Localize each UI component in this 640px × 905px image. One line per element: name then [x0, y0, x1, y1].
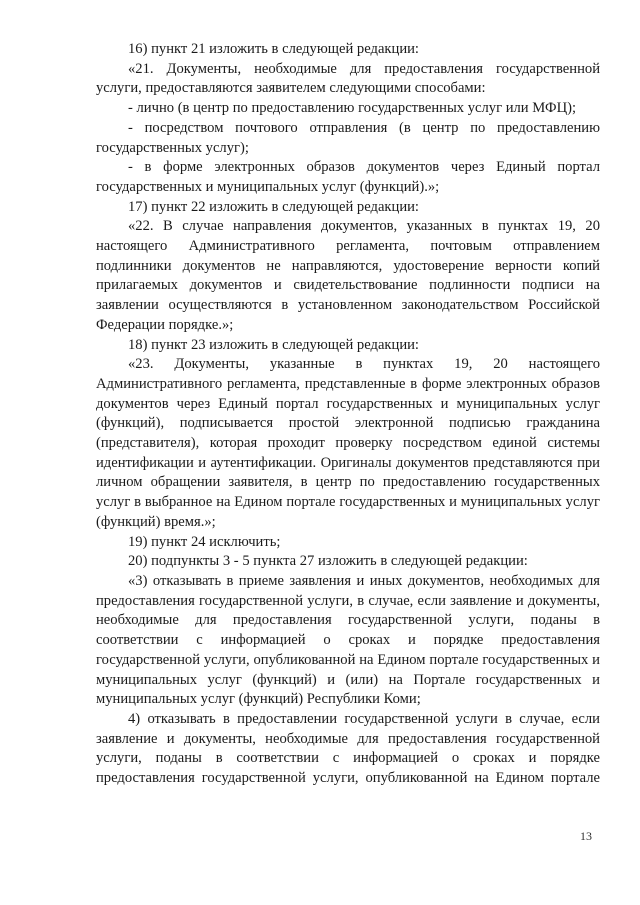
paragraph-bullet-electronic: - в форме электронных образов документов через Единый портал государственных и муниципальных услуг (функций).»; — [96, 159, 600, 195]
paragraph-bullet-postal: - посредством почтового отправления (в центр по предоставлению государственных услуг); — [96, 119, 600, 156]
paragraph-bullet-in-person: - лично (в центр по предоставлению государственных услуг или МФЦ); — [128, 100, 577, 117]
paragraph-clause-22: «22. В случае направления документов, указанных в пунктах 19, 20 настоящего Административного регламента, почтовым отправлением подлинники документов не направляются, удостоверение верности копий прилагаемых документов и свидетельствование подлинности подписи на заявлении осуществляются в установленном законодательством Российской Федерации порядке.»; — [96, 218, 600, 333]
paragraph-subclause-4: 4) отказывать в предоставлении государственной услуги в случае, если заявление и документы, необходимые для предоставления государственной услуги, поданы в соответствии с информацией о сроках и порядке предоставления государственной услуги, опубликованной на Едином портале — [96, 710, 600, 787]
page-number: 13 — [580, 829, 592, 843]
document-body — [96, 40, 600, 789]
paragraph-item-19: 19) пункт 24 исключить; — [128, 533, 281, 550]
paragraph-item-16: 16) пункт 21 изложить в следующей редакции: — [128, 41, 419, 57]
paragraph-clause-23: «23. Документы, указанные в пунктах 19, 20 настоящего Административного регламента, представленные в форме электронных образов документов через Единый портал государственных и муниципальных услуг (функций), подписывается простой электронной подписью гражданина (представителя), которая проходит проверку посредством единой системы идентификации и аутентификации. Оригиналы документов представляются при личном обращении заявителя, в центр по предоставлению государственных услуг в выбранное на Едином портале государственных и муниципальных услуг (функций) время.»; — [96, 356, 600, 530]
paragraph-item-17: 17) пункт 22 изложить в следующей редакции: — [128, 198, 419, 215]
paragraph-clause-21: «21. Документы, необходимые для предоставления государственной услуги, предоставляются заявителем следующими способами: — [96, 60, 600, 97]
paragraph-item-18: 18) пункт 23 изложить в следующей редакции: — [128, 336, 419, 353]
paragraph-subclause-3: «3) отказывать в приеме заявления и иных документов, необходимых для предоставления государственной услуги, в случае, если заявление и документы, необходимые для предоставления государственной услуги, поданы в соответствии с информацией о сроках и порядке предоставления государственной услуги, опубликованной на Едином портале государственных и муниципальных услуг (функций) и (или) на Портале государственных и муниципальных услуг (функций) Республики Коми; — [96, 572, 600, 708]
paragraph-item-20: 20) подпункты 3 - 5 пункта 27 изложить в следующей редакции: — [128, 553, 528, 570]
